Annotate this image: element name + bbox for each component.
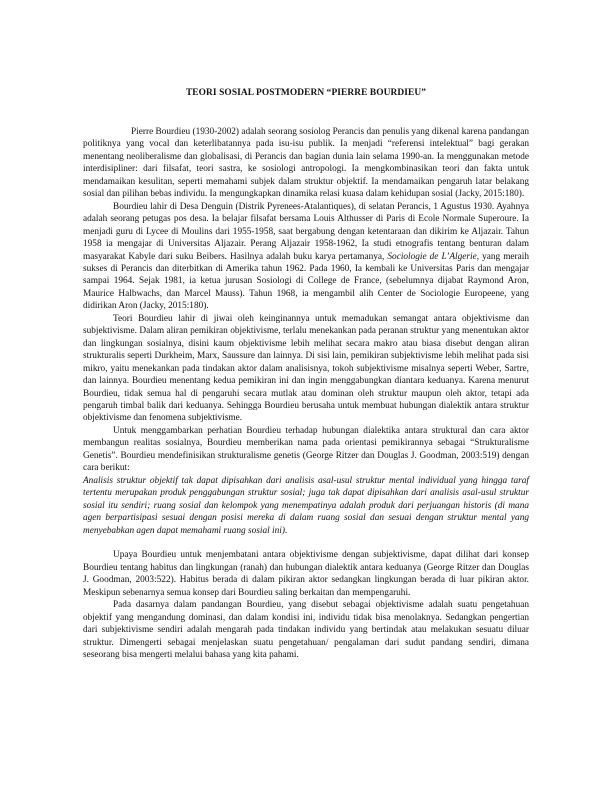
paragraph-gap bbox=[83, 537, 529, 549]
document-title: TEORI SOSIAL POSTMODERN “PIERRE BOURDIEU” bbox=[185, 88, 427, 98]
paragraph-structuralism: Untuk menggambarkan perhatian Bourdieu terhadap hubungan dialektika antara struktural dan cara aktor membangun realitas sosialnya, Bourdieu memberikan nama pada orientasi pemikirannya sebagai “Strukturalisme Genetis”. Bourdieu mendefinisikan strukturalisme genetis (George Ritzer dan Douglas J. Goodman, 2003:519) dengan cara berikut: bbox=[83, 425, 529, 474]
block-quote bbox=[83, 475, 529, 537]
block-quote-text: Analisis struktur objektif tak dapat dipisahkan dari analisis asal-usul struktur mental individual yang hingga taraf tertentu merupakan produk penggabungan struktur sosial; juga tak dapat dipisahkan dari analisis asal-usul struktur sosial itu sendiri; ruang sosial dan kelompok yang menempatinya adalah produk dari perjuangan historis (di mana agen berpartisipasi sesuai dengan posisi mereka di dalam ruang sosial dan sesuai dengan struktur mental yang menyebabkan agen dapat memahami ruang sosial ini) bbox=[83, 475, 529, 536]
book-title: Sociologie de L’Algerie bbox=[387, 251, 477, 262]
document-page bbox=[83, 88, 529, 768]
paragraph-intro: Pierre Bourdieu (1930-2002) adalah seorang sosiolog Perancis dan penulis yang dikenal karena pandangan politiknya yang vocal dan keterlibatannya pada isu-isu publik. Ia menjadi “referensi intelektual” bagi gerakan menentang neoliberalisme dan globalisasi, di Perancis dan bagian dunia lain selama 1990-an. Ia menggunakan metode interdisipliner: dari filsafat, teori sastra, ke sosiologi antropologi. Ia mengkombinasikan teori dan fakta untuk mendamaikan kesulitan, seperti memahami subjek dalam struktur objektif. Ia mendamaikan pengaruh latar belakang sosial dan pilihan bebas individu. Ia mengungkapkan dinamika relasi kuasa dalam kehidupan sosial (Jacky, 2015:180). bbox=[83, 127, 529, 200]
paragraph-theory: Teori Bourdieu lahir di jiwai oleh keinginannya untuk memadukan semangat antara objektivisme dan subjektivisme. Dalam aliran pemikiran objektivisme, terlalu menekankan pada peranan struktur yang menentukan aktor dan lingkungan sosialnya, disini kaum objektivisme lebih melihat secara makro atau biasa disebut dengan aliran strukturalis seperti Durkheim, Marx, Saussure dan lainnya. Di sisi lain, pemikiran subjektivisme lebih melihat pada sisi mikro, yaitu menekankan pada tindakan aktor dalam analisisnya, tokoh subjektivisme misalnya seperti Weber, Sartre, dan lainnya. Bourdieu menentang kedua pemikiran ini dan ingin menggabungkan diantara keduanya. Karena menurut Bourdieu, tidak semua hal di pengaruhi secara mutlak atau dominan oleh struktur maupun oleh aktor, tetapi ada pengaruh timbal balik dari keduanya. Sehingga Bourdieu berusaha untuk membuat hubungan dialektik antara struktur objektivisme dan fenomena subjektivisme. bbox=[83, 313, 529, 424]
paragraph-objectivism: Pada dasarnya dalam pandangan Bourdieu, yang disebut sebagai objektivisme adalah suatu pengetahuan objektif yang mengandung dominasi, dan dalam kondisi ini, individu tidak bisa menolaknya. Sedangkan pengertian dari subjektivisme sendiri adalah mengarah pada tindakan individu yang bertindak atau melakukan sesuatu diluar struktur. Dimengerti sebagai menjelaskan suatu pengetahuan/ pengalaman dari sudut pandang sendiri, dimana seseorang bisa mengerti melalui bahasa yang kita pahami. bbox=[83, 600, 529, 661]
paragraph-biography bbox=[83, 201, 529, 313]
paragraph-biography-text-a: Bourdieu lahir di Desa Denguin (Distrik Pyrenees-Atalantiques), di selatan Perancis, 1 Agustus 1930. Ayahnya adalah seorang petugas pos desa. Ia belajar filsafat bersama Louis Althusser di Paris di Ecole Normale Superoure. Ia menjadi guru di Lycee di Moulins dari 1955-1958, saat bergabung dengan ketentaraan dan dikirim ke Aljazair. Tahun 1958 ia mengajar di Universitas Aljazair. Perang Aljazair 1958-1962, Ia studi etnografis tentang benturan dalam masyarakat Kabyle dari suku Beibers. Hasilnya adalah buku karya pertamanya, bbox=[83, 201, 529, 262]
paragraph-biography-text-b: , yang meraih sukses di Perancis dan diterbitkan di Amerika tahun 1962. Pada 1960, Ia kembali ke Universitas Paris dan mengajar sampai 1964. Sejak 1981, ia ketua jurusan Sosiologi di College de France, (sebelumnya dijabat Raymond Aron, Maurice Halbwachs, dan Marcel Mauss). Tahun 1968, ia mengambil alih Center de Sociologie Europeene, yang didirikan Aron (Jacky, 2015:180). bbox=[83, 251, 530, 312]
paragraph-habitus: Upaya Bourdieu untuk menjembatani antara objektivisme dengan subjektivisme, dapat dilihat dari konsep Bourdieu tentang habitus dan lingkungan (ranah) dan hubungan dialektik antara keduanya (George Ritzer dan Douglas J. Goodman, 2003:522). Habitus berada di dalam pikiran aktor sedangkan lingkungan berada di luar pikiran aktor. Meskipun sebenarnya semua konsep dari Bourdieu saling berkaitan dan mempengaruhi. bbox=[83, 550, 529, 598]
block-quote-end: . bbox=[284, 525, 288, 536]
document-body bbox=[83, 126, 529, 661]
